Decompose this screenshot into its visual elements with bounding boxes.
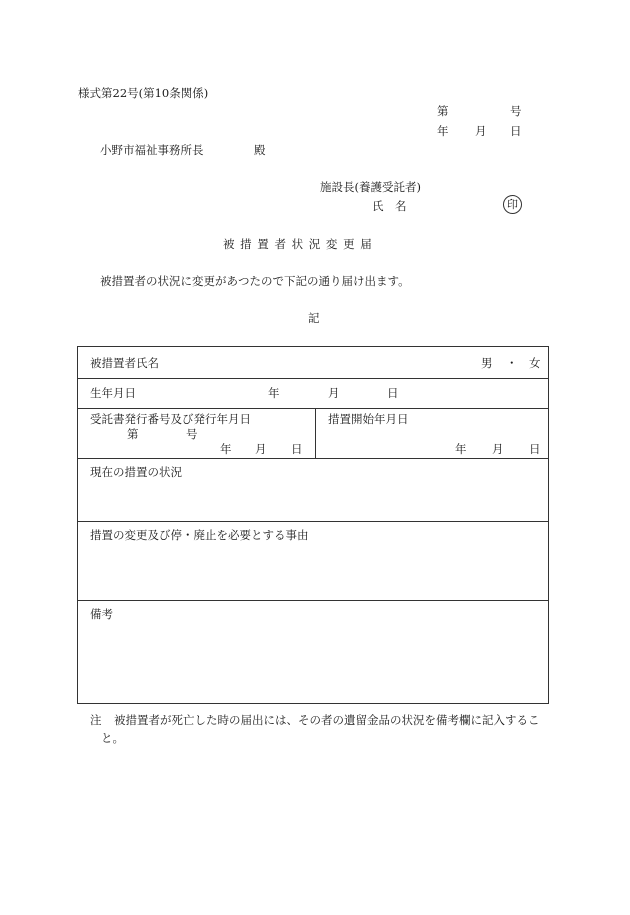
note-label: 注 bbox=[90, 713, 102, 727]
column-divider bbox=[315, 408, 316, 458]
reason-label: 措置の変更及び停・廃止を必要とする事由 bbox=[90, 528, 309, 542]
form-number: 様式第22号(第10条関係) bbox=[78, 86, 209, 100]
name-label: 氏 名 bbox=[372, 199, 407, 213]
row-divider bbox=[78, 408, 548, 409]
sex-male-option[interactable]: 男 bbox=[481, 356, 493, 370]
row-divider bbox=[78, 521, 548, 522]
applicant-title: 施設長(養護受託者) bbox=[320, 180, 421, 194]
start-month-unit: 月 bbox=[492, 442, 504, 456]
birth-month-unit: 月 bbox=[328, 386, 340, 400]
intro-text: 被措置者の状況に変更があつたので下記の通り届け出ます。 bbox=[100, 274, 410, 288]
document-title: 被 措 置 者 状 況 変 更 届 bbox=[223, 237, 373, 251]
doc-number-dai: 第 bbox=[437, 104, 449, 118]
doc-number-go: 号 bbox=[510, 104, 522, 118]
note-line-1: 被措置者が死亡した時の届出には、その者の遺留金品の状況を備考欄に記入するこ bbox=[114, 713, 540, 727]
birth-day-unit: 日 bbox=[387, 386, 399, 400]
cert-day-unit: 日 bbox=[291, 442, 303, 456]
honorific: 殿 bbox=[254, 143, 266, 157]
row-divider bbox=[78, 458, 548, 459]
date-month: 月 bbox=[475, 124, 487, 138]
start-date-label: 措置開始年月日 bbox=[328, 412, 409, 426]
birth-date-label: 生年月日 bbox=[90, 386, 136, 400]
start-year-unit: 年 bbox=[455, 442, 467, 456]
name-field-label: 被措置者氏名 bbox=[90, 356, 159, 370]
addressee: 小野市福祉事務所長 bbox=[100, 143, 204, 157]
date-day: 日 bbox=[510, 124, 522, 138]
ki-marker: 記 bbox=[308, 311, 320, 325]
cert-label: 受託書発行番号及び発行年月日 bbox=[90, 412, 251, 426]
birth-year-unit: 年 bbox=[268, 386, 280, 400]
cert-month-unit: 月 bbox=[255, 442, 267, 456]
remarks-label: 備考 bbox=[90, 607, 113, 621]
form-table bbox=[77, 346, 549, 704]
cert-year-unit: 年 bbox=[220, 442, 232, 456]
cert-number-dai: 第 bbox=[127, 427, 139, 441]
start-day-unit: 日 bbox=[529, 442, 541, 456]
seal-mark: 印 bbox=[503, 195, 522, 214]
note-line-2: と。 bbox=[101, 731, 124, 745]
row-divider bbox=[78, 600, 548, 601]
sex-female-option[interactable]: 女 bbox=[529, 356, 541, 370]
date-year: 年 bbox=[437, 124, 449, 138]
sex-separator: ・ bbox=[506, 356, 518, 370]
cert-number-go: 号 bbox=[186, 427, 198, 441]
current-status-label: 現在の措置の状況 bbox=[90, 465, 182, 479]
row-divider bbox=[78, 378, 548, 379]
